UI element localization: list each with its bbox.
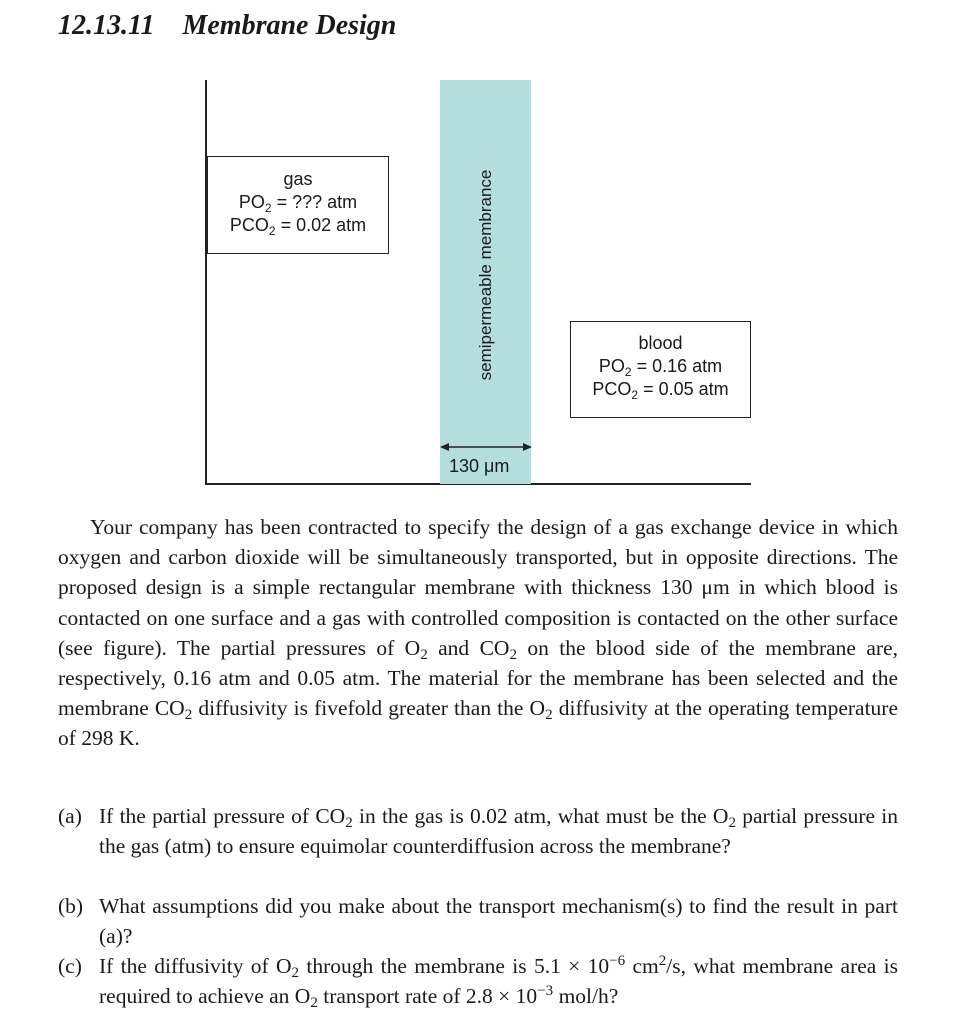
question-b-label: (b) xyxy=(58,894,84,918)
gas-po2: $PO_2$ = ??? atm xyxy=(238,192,358,215)
question-c-label: (c) xyxy=(58,954,82,978)
membrane-figure xyxy=(0,0,978,500)
blood-box xyxy=(570,321,751,418)
question-a-text: If the partial pressure of $CO_2$ in the gas is 0.02 atm, what must be the $O_2$ partial pressure in the gas (atm) to ensure equimolar counterdiffusion across the membrane? xyxy=(99,804,899,859)
gas-title: gas xyxy=(283,169,313,189)
problem-statement: Your company has been contracted to specify the design of a gas exchange device in which oxygen and carbon dioxide will be simultaneously transported, but in opposite directions. The proposed design is a simple rectangular membrane with thickness 130 μm in which blood is contacted on one surface and a gas with controlled composition is contacted on the other surface (see figure). The partial pressures of $O_2$ and $CO_2$ on the blood side of the membrane are, respectively, 0.16 atm and 0.05 atm. The material for the membrane has been selected and the membrane $CO_2$ diffusivity is fivefold greater than the $O_2$ diffusivity at the operating temperature of 298 K. xyxy=(58,515,898,751)
question-a-label: (a) xyxy=(58,804,82,828)
section-number: 12.13.11 xyxy=(58,10,155,41)
gas-box xyxy=(207,156,389,254)
section-title: Membrane Design xyxy=(182,10,397,41)
blood-title: blood xyxy=(638,333,683,353)
gas-pco2: $PCO_2 = 0.02$ atm xyxy=(229,215,367,238)
thickness-label: 130 μm xyxy=(449,456,510,476)
question-a xyxy=(58,801,898,861)
membrane-label: semipermeable membrance xyxy=(476,169,495,381)
vertical-axis xyxy=(205,80,207,485)
question-b xyxy=(58,891,898,951)
question-b-text: What assumptions did you make about the transport mechanism(s) to find the result in part (a)? xyxy=(99,894,898,949)
blood-pco2: $PCO_2 = 0.05$ atm xyxy=(592,379,729,402)
question-c-text: If the diffusivity of $O_2$ through the membrane is $5.1 \times 10^{-6}$ $cm^2/s$, what membrane area is required to achieve an $O_2$ transport rate of $2.8 \times 10^{-3}$ mol/h? xyxy=(99,953,898,1012)
question-c xyxy=(58,951,898,1011)
thickness-arrow xyxy=(440,438,532,456)
blood-po2: $PO_2 = 0.16$ atm xyxy=(598,356,723,379)
